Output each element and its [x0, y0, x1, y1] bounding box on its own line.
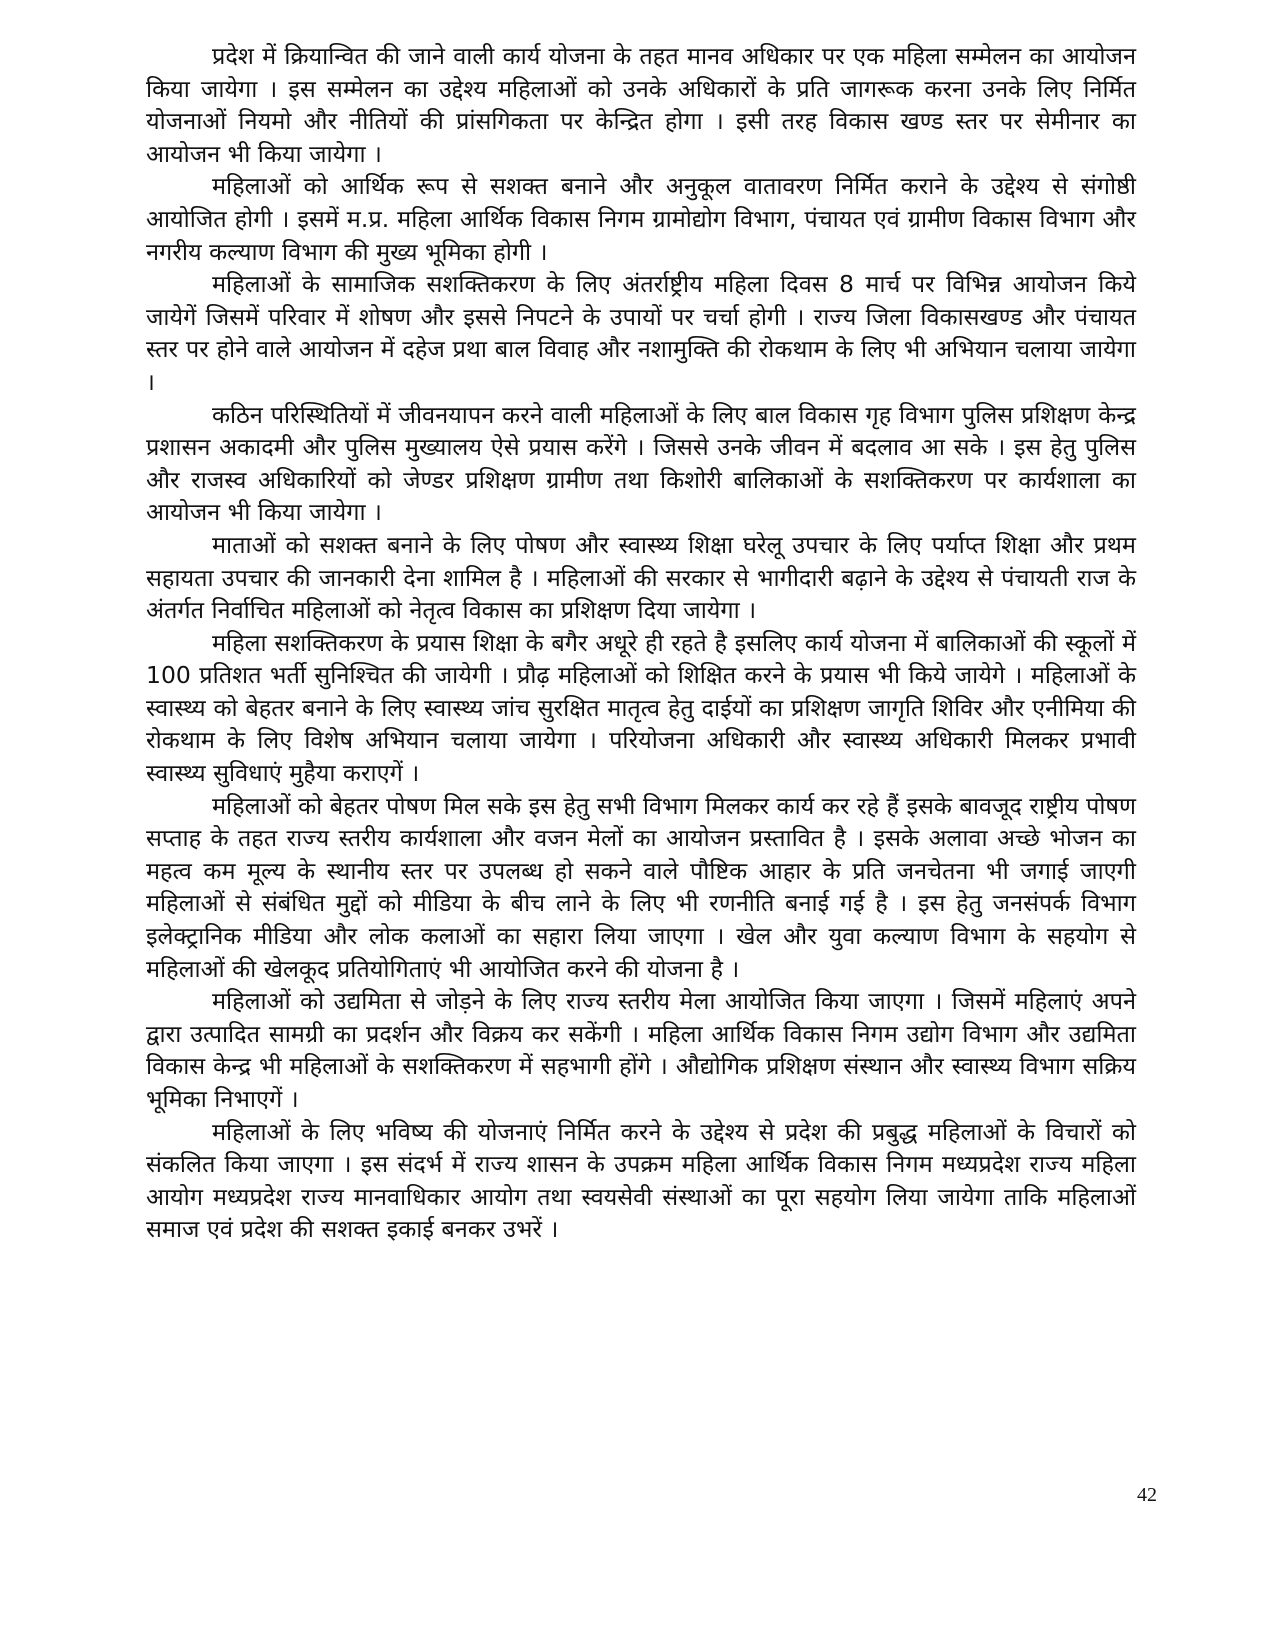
paragraph-entrepreneurship: महिलाओं को उद्यमिता से जोड़ने के लिए राज्य स्तरीय मेला आयोजित किया जाएगा । जिसमें महिलाएं अपने द्वारा उत्पादित सामग्री का प्रदर्शन और विक्रय कर सकेंगी । महिला आर्थिक विकास निगम उद्योग विभाग और उद्यमिता विकास केन्द्र भी महिलाओं के सशक्तिकरण में सहभागी होंगे । औद्योगिक प्रशिक्षण संस्थान और स्वास्थ्य विभाग सक्रिय भूमिका निभाएगें ।	[146, 987, 1136, 1113]
paragraph-difficult-circumstances: कठिन परिस्थितियों में जीवनयापन करने वाली महिलाओं के लिए बाल विकास गृह विभाग पुलिस प्रशिक्षण केन्द्र प्रशासन अकादमी और पुलिस मुख्यालय ऐसे प्रयास करेंगे । जिससे उनके जीवन में बदलाव आ सके । इस हेतु पुलिस और राजस्व अधिकारियों को जेण्डर प्रशिक्षण ग्रामीण तथा किशोरी बालिकाओं के सशक्तिकरण पर कार्यशाला का आयोजन भी किया जायेगा ।	[146, 400, 1136, 527]
paragraph-future-plans: महिलाओं के लिए भविष्य की योजनाएं निर्मित करने के उद्देश्य से प्रदेश की प्रबुद्ध महिलाओं के विचारों को संकलित किया जाएगा । इस संदर्भ में राज्य शासन के उपक्रम महिला आर्थिक विकास निगम मध्यप्रदेश राज्य महिला आयोग मध्यप्रदेश राज्य मानवाधिकार आयोग तथा स्वयसेवी संस्थाओं का पूरा सहयोग लिया जायेगा ताकि महिलाओं समाज एवं प्रदेश की सशक्त इकाई बनकर उभरें ।	[146, 1117, 1136, 1244]
paragraph-mothers-empowerment: माताओं को सशक्त बनाने के लिए पोषण और स्वास्थ्य शिक्षा घरेलू उपचार के लिए पर्याप्त शिक्षा और प्रथम सहायता उपचार की जानकारी देना शामिल है । महिलाओं की सरकार से भागीदारी बढ़ाने के उद्देश्य से पंचायती राज के अंतर्गत निर्वाचित महिलाओं को नेतृत्व विकास का प्रशिक्षण दिया जायेगा ।	[146, 530, 1136, 625]
document-page	[146, 40, 1136, 1560]
paragraph-social-empowerment: महिलाओं के सामाजिक सशक्तिकरण के लिए अंतर्राष्ट्रीय महिला दिवस 8 मार्च पर विभिन्न आयोजन किये जायेगें जिसमें परिवार में शोषण और इससे निपटने के उपायों पर चर्चा होगी । राज्य जिला विकासखण्ड और पंचायत स्तर पर होने वाले आयोजन में दहेज प्रथा बाल विवाह और नशामुक्ति की रोकथाम के लिए भी अभियान चलाया जायेगा ।	[146, 270, 1136, 396]
paragraph-human-rights-conference: प्रदेश में क्रियान्वित की जाने वाली कार्य योजना के तहत मानव अधिकार पर एक महिला सम्मेलन का आयोजन किया जायेगा । इस सम्मेलन का उद्देश्य महिलाओं को उनके अधिकारों के प्रति जागरूक करना उनके लिए निर्मित योजनाओं नियमो और नीतियों की प्रांसगिकता पर केन्द्रित होगा । इसी तरह विकास खण्ड स्तर पर सेमीनार का आयोजन भी किया जायेगा ।	[146, 42, 1136, 168]
paragraph-nutrition-media: महिलाओं को बेहतर पोषण मिल सके इस हेतु सभी विभाग मिलकर कार्य कर रहे हैं इसके बावजूद राष्ट्रीय पोषण सप्ताह के तहत राज्य स्तरीय कार्यशाला और वजन मेलों का आयोजन प्रस्तावित है । इसके अलावा अच्छे भोजन का महत्व कम मूल्य के स्थानीय स्तर पर उपलब्ध हो सकने वाले पौष्टिक आहार के प्रति जनचेतना भी जगाई जाएगी महिलाओं से संबंधित मुद्दों को मीडिया के बीच लाने के लिए भी रणनीति बनाई गई है । इस हेतु जनसंपर्क विभाग इलेक्ट्रानिक मीडिया और लोक कलाओं का सहारा लिया जाएगा । खेल और युवा कल्याण विभाग के सहयोग से महिलाओं की खेलकूद प्रतियोगिताएं भी आयोजित करने की योजना है ।	[146, 791, 1136, 983]
page-number: 42	[1137, 1484, 1157, 1506]
paragraph-education-health: महिला सशक्तिकरण के प्रयास शिक्षा के बगैर अधूरे ही रहते है इसलिए कार्य योजना में बालिकाओं की स्कूलों में 100 प्रतिशत भर्ती सुनिश्चित की जायेगी । प्रौढ़ महिलाओं को शिक्षित करने के प्रयास भी किये जायेगे । महिलाओं के स्वास्थ्य को बेहतर बनाने के लिए स्वास्थ्य जांच सुरक्षित मातृत्व हेतु दाईयों का प्रशिक्षण जागृति शिविर और एनीमिया की रोकथाम के लिए विशेष अभियान चलाया जायेगा । परियोजना अधिकारी और स्वास्थ्य अधिकारी मिलकर प्रभावी स्वास्थ्य सुविधाएं मुहैया कराएगें ।	[146, 628, 1136, 788]
paragraph-economic-empowerment: महिलाओं को आर्थिक रूप से सशक्त बनाने और अनुकूल वातावरण निर्मित कराने के उद्देश्य से संगोष्ठी आयोजित होगी । इसमें म.प्र. महिला आर्थिक विकास निगम ग्रामोद्योग विभाग, पंचायत एवं ग्रामीण विकास विभाग और नगरीय कल्याण विभाग की मुख्य भूमिका होगी ।	[146, 172, 1136, 266]
